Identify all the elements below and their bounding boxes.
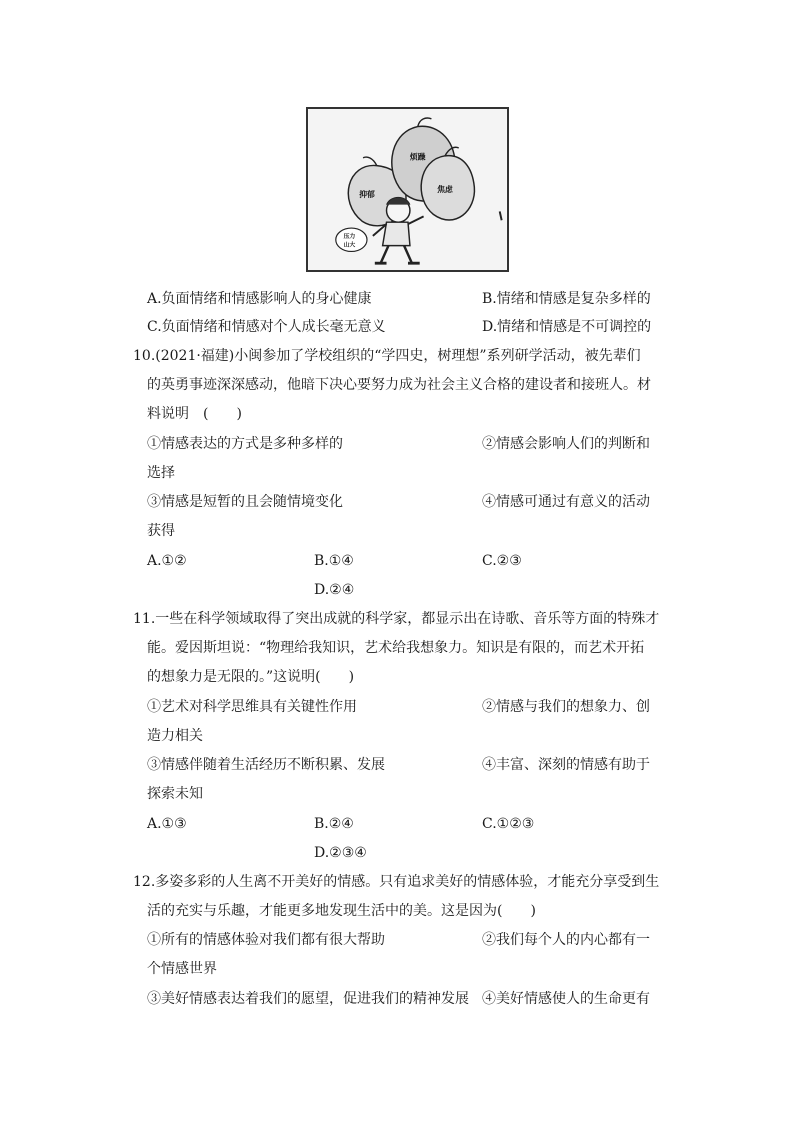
q9-option-b: B.情绪和情感是复杂多样的: [482, 291, 651, 307]
q11-option-d: D.②③④: [314, 845, 367, 861]
label-irritable: 烦躁: [409, 152, 426, 162]
q11-option-b: B.②④: [314, 816, 354, 832]
q12-statement-2-cont: 个情感世界: [147, 961, 217, 977]
q10-option-c: C.②③: [482, 553, 522, 569]
person-body: [383, 222, 410, 245]
q11-statement-2-cont: 造力相关: [147, 728, 203, 744]
q10-stem-line-2: 的英勇事迹深深感动，他暗下决心要努力成为社会主义合格的建设者和接班人。材: [147, 377, 651, 393]
bubble-text-2: 山大: [343, 242, 356, 249]
label-depressed: 抑郁: [359, 189, 375, 199]
q11-statement-4-cont: 探索未知: [147, 786, 203, 802]
label-anxious: 焦虑: [437, 184, 453, 194]
q9-option-c: C.负面情绪和情感对个人成长毫无意义: [147, 319, 386, 335]
q10-option-d: D.②④: [314, 582, 355, 598]
q12-stem-line-2: 活的充实与乐趣，才能更多地发现生活中的美。这是因为( ): [147, 903, 536, 919]
q10-stem-line-3: 料说明 ( ): [147, 406, 242, 422]
q12-statement-2: ②我们每个人的内心都有一: [482, 932, 650, 948]
q11-statement-3: ③情感伴随着生活经历不断积累、发展: [147, 757, 385, 773]
q11-stem-line-2: 能。爱因斯坦说：“物理给我知识，艺术给我想象力。知识是有限的，而艺术开拓: [147, 640, 645, 656]
bubble-text-1: 压力: [343, 233, 356, 240]
q10-statement-2-cont: 选择: [147, 465, 175, 481]
q12-statement-4: ④美好情感使人的生命更有: [482, 991, 650, 1007]
q12-statement-3: ③美好情感表达着我们的愿望，促进我们的精神发展: [147, 991, 469, 1007]
q10-statement-2: ②情感会影响人们的判断和: [482, 436, 650, 452]
q11-statement-4: ④丰富、深刻的情感有助于: [482, 757, 650, 773]
stress-cartoon-illustration: [306, 107, 509, 272]
q10-statement-3: ③情感是短暂的且会随情境变化: [147, 494, 343, 510]
q10-option-b: B.①④: [314, 553, 354, 569]
q11-statement-2: ②情感与我们的想象力、创: [482, 699, 650, 715]
q9-option-d: D.情绪和情感是不可调控的: [482, 319, 652, 335]
q10-statement-4: ④情感可通过有意义的活动: [482, 494, 650, 510]
q9-option-a: A.负面情绪和情感影响人的身心健康: [147, 291, 372, 307]
q11-statement-1: ①艺术对科学思维具有关键性作用: [147, 699, 357, 715]
q10-option-a: A.①②: [147, 553, 187, 569]
q11-option-c: C.①②③: [482, 816, 535, 832]
cartoon-drawing: [308, 109, 507, 270]
q10-stem-line-1: 10.(2021·福建)小闽参加了学校组织的“学四史，树理想”系列研学活动，被先辈们: [133, 348, 641, 364]
q10-statement-1: ①情感表达的方式是多种多样的: [147, 436, 343, 452]
q12-stem-line-1: 12.多姿多彩的人生离不开美好的情感。只有追求美好的情感体验，才能充分享受到生: [133, 874, 660, 890]
q12-statement-1: ①所有的情感体验对我们都有很大帮助: [147, 932, 385, 948]
q10-statement-4-cont: 获得: [147, 523, 175, 539]
q11-stem-line-1: 11.一些在科学领域取得了突出成就的科学家，都显示出在诗歌、音乐等方面的特殊才: [133, 611, 660, 627]
q11-option-a: A.①③: [147, 816, 187, 832]
q11-stem-line-3: 的想象力是无限的。”这说明( ): [147, 669, 355, 685]
